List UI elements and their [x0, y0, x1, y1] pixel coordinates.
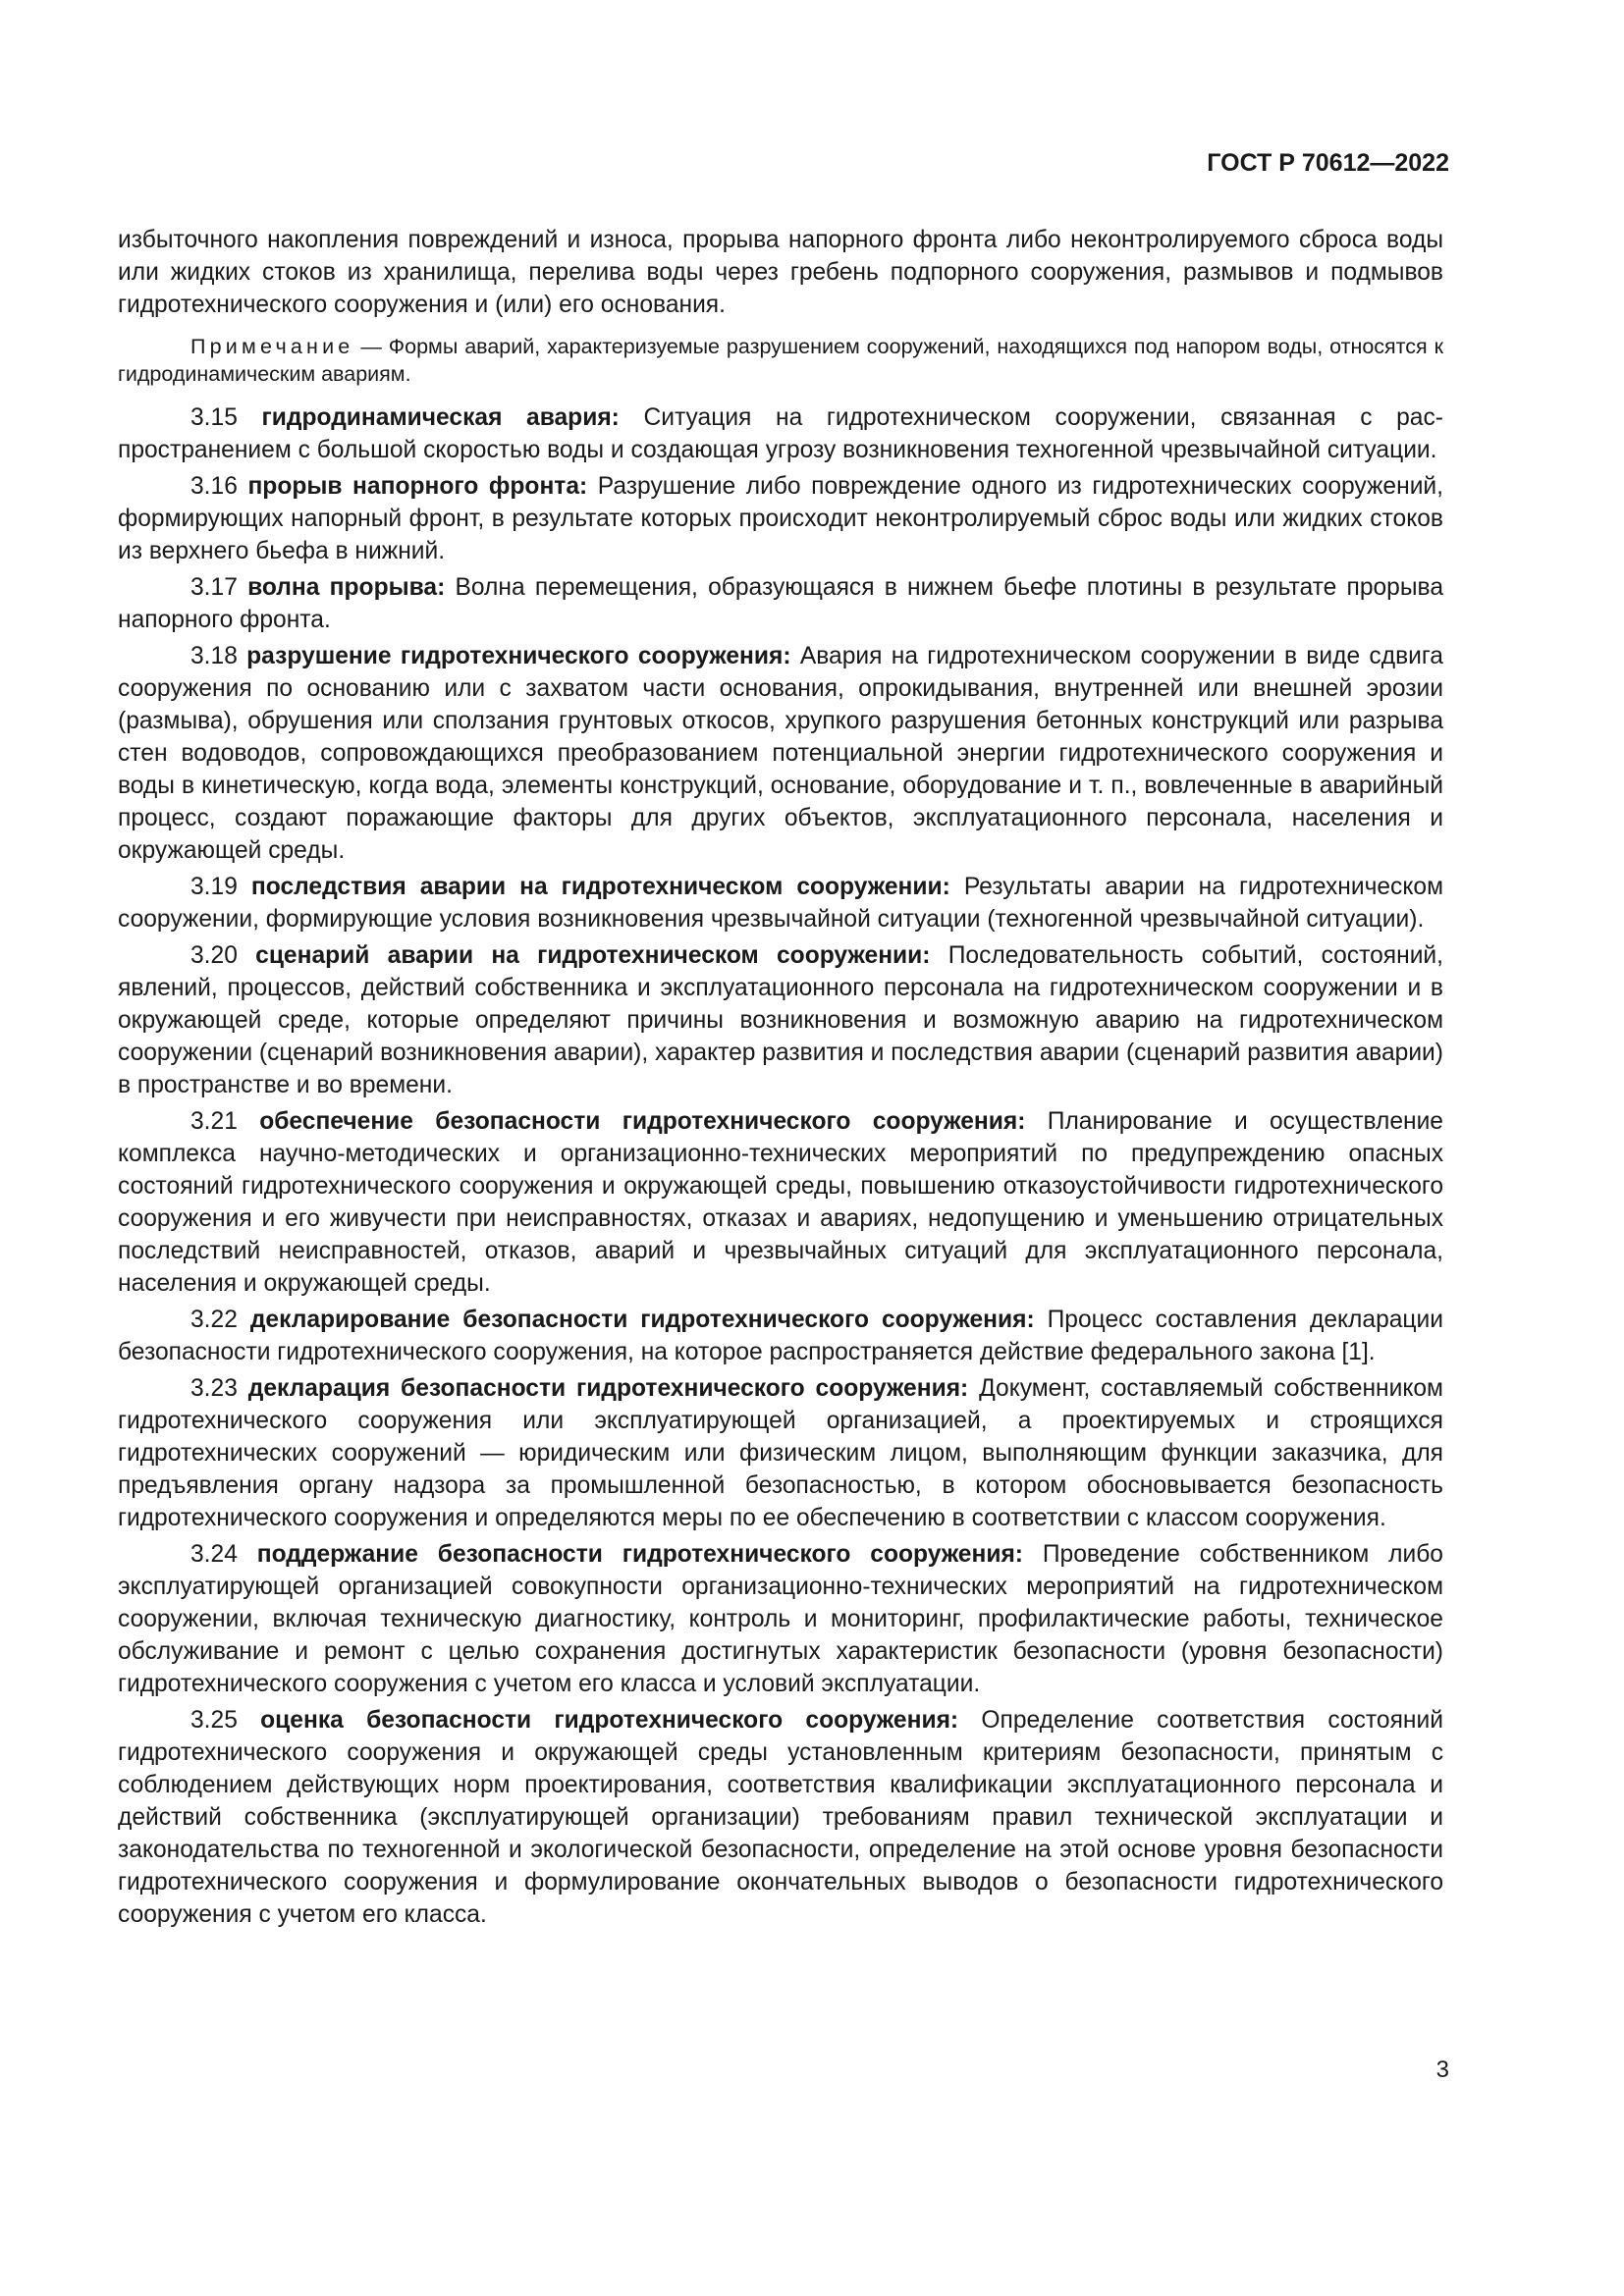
term-number: 3.17	[190, 574, 238, 601]
term-text: Результаты аварии на гидротехническом сооружении, формирующие условия возникновения чрезвычайной ситуации (техногенной чрезвычайной ситуации).	[118, 874, 1443, 933]
intro-paragraph: избыточного накопления повреждений и износа, прорыва напорного фронта либо неконтролируемого сброса воды или жидких стоков из хранилища, перелива воды через гребень подпорного сооружения, размывов и подмывов гидротехнического сооружения и (или) его основания.	[118, 227, 1443, 318]
term-number: 3.25	[190, 1707, 238, 1734]
term-number: 3.24	[190, 1541, 238, 1568]
term-definition	[118, 1304, 1443, 1368]
term-title: гидродинамическая авария:	[261, 404, 620, 431]
term-text: Процесс составления декларации безопасности гидротехнического сооружения, на которое распространяется действие федерального закона [1].	[118, 1307, 1443, 1365]
term-definition	[118, 1105, 1443, 1300]
term-number: 3.20	[190, 942, 238, 969]
term-title: волна прорыва:	[247, 574, 446, 601]
term-title: разрушение гидротехнического сооружения:	[246, 643, 791, 669]
term-definition	[118, 871, 1443, 935]
term-number: 3.22	[190, 1307, 238, 1333]
term-number: 3.19	[190, 874, 238, 900]
term-definition	[118, 939, 1443, 1101]
note-text: — Формы аварий, характеризуемые разрушением сооружений, находящихся под напором воды, относятся к гидродинамическим авариям.	[118, 335, 1443, 386]
term-text: Волна перемещения, образующаяся в нижнем бьефе плотины в результате прорыва напорного фронта.	[118, 574, 1443, 633]
term-definition	[118, 1538, 1443, 1700]
term-definition	[118, 401, 1443, 466]
term-text: Последовательность событий, состояний, явлений, процессов, действий собственника и эксплуатационного персонала на гидротехническом сооружении и в окружающей среде, которые определяют причины возникновения и возможную аварию на гидротехническом сооружении (сценарий возникновения аварии), характер развития и последствия аварии (сценарий развития аварии) в пространстве и во времени.	[118, 942, 1444, 1098]
page-number: 3	[1435, 2056, 1449, 2083]
term-definition	[118, 470, 1443, 567]
term-title: поддержание безопасности гидротехнического сооружения:	[256, 1541, 1023, 1568]
term-number: 3.23	[190, 1375, 238, 1402]
term-title: декларация безопасности гидротехнического сооружения:	[247, 1375, 969, 1402]
term-text: Проведение собственником либо эксплуатирующей организацией совокупности организационно-технических мероприятий на гидротехническом сооружении, включая техническую диагностику, контроль и мониторинг, профилактические работы, техническое обслуживание и ремонт с целью сохранения достигнутых характеристик безопасности (уровня безопасности) гидротехнического сооружения с учетом его класса и условий эксплуатации.	[118, 1541, 1443, 1697]
term-title: оценка безопасности гидротехнического сооружения:	[260, 1707, 959, 1734]
term-definition	[118, 640, 1443, 867]
term-text: Ситуация на гидротехническом сооружении, связанная с распространением с большой скоростью воды и создающая угрозу возникновения техногенной чрезвычайной ситуации.	[118, 404, 1443, 463]
term-definition	[118, 1372, 1443, 1534]
term-title: последствия аварии на гидротехническом сооружении:	[250, 874, 950, 900]
term-text: Авария на гидротехническом сооружении в виде сдвига сооружения по основанию или с захватом части основания, опрокидывания, внутренней или внешней эрозии (размыва), обрушения или сползания грунтовых откосов, хрупкого разрушения бетонных конструкций или разрыва стен водоводов, сопровождающихся преобразованием потенциальной энергии гидротехнического сооружения и воды в кинетическую, когда вода, элементы конструкций, основание, оборудование и т. п., вовлеченные в аварийный процесс, создают поражающие факторы для других объектов, эксплуатационного персонала, населения и окружающей среды.	[118, 643, 1443, 864]
term-text: Разрушение либо повреждение одного из гидротехнических сооружений, формирующих напорный фронт, в результате которых происходит неконтролируемый сброс воды или жидких стоков из верхнего бьефа в нижний.	[118, 473, 1444, 564]
term-title: обеспечение безопасности гидротехнического сооружения:	[259, 1108, 1026, 1135]
document-header: ГОСТ Р 70612—2022	[1207, 149, 1449, 177]
term-definition	[118, 571, 1443, 636]
term-number: 3.15	[190, 404, 238, 431]
term-text: Документ, составляемый собственником гидротехнического сооружения или эксплуатирующей организацией, а проектируемых и строящихся гидротехнических сооружений — юридическим или физическим лицом, выполняющим функции заказчика, для предъявления органу надзора за промышленной безопасностью, в котором обосновывается безопасность гидротехнического сооружения и определяются меры по ее обеспечению в соответствии с классом сооружения.	[118, 1375, 1443, 1531]
note-label: Примечание	[190, 335, 354, 358]
term-text: Определение соответствия состояний гидротехнического сооружения и окружающей среды установленным критериям безопасности, принятым с соблюдением действующих норм проектирования, соответствия квалификации эксплуатационного персонала и действий собственника (эксплуатирующей организации) требованиям правил технической эксплуатации и законодательства по техногенной и экологической безопасности, определение на этой основе уровня безопасности гидротехнического сооружения и формулирование окончательных выводов о безопасности гидротехнического сооружения с учетом его класса.	[118, 1707, 1443, 1928]
term-number: 3.21	[190, 1108, 238, 1135]
term-number: 3.16	[190, 473, 238, 500]
term-title: прорыв напорного фронта:	[247, 473, 588, 500]
note	[118, 333, 1443, 388]
term-title: декларирование безопасности гидротехнического сооружения:	[249, 1307, 1035, 1333]
terms-list	[118, 401, 1443, 1931]
term-number: 3.18	[190, 643, 238, 669]
term-text: Планирование и осуществление комплекса научно-методических и организационно-технических мероприятий по предупреждению опасных состояний гидротехнического сооружения и окружающей среды, повышению отказоустойчивости гидротехнического сооружения и его живучести при неисправностях, отказах и авариях, недопущению и уменьшению отрицательных последствий неисправностей, отказов, аварий и чрезвычайных ситуаций для эксплуатационного персонала, населения и окружающей среды.	[118, 1108, 1443, 1297]
term-definition	[118, 1704, 1443, 1931]
term-title: сценарий аварии на гидротехническом сооружении:	[255, 942, 931, 969]
document-body	[118, 224, 1443, 1931]
